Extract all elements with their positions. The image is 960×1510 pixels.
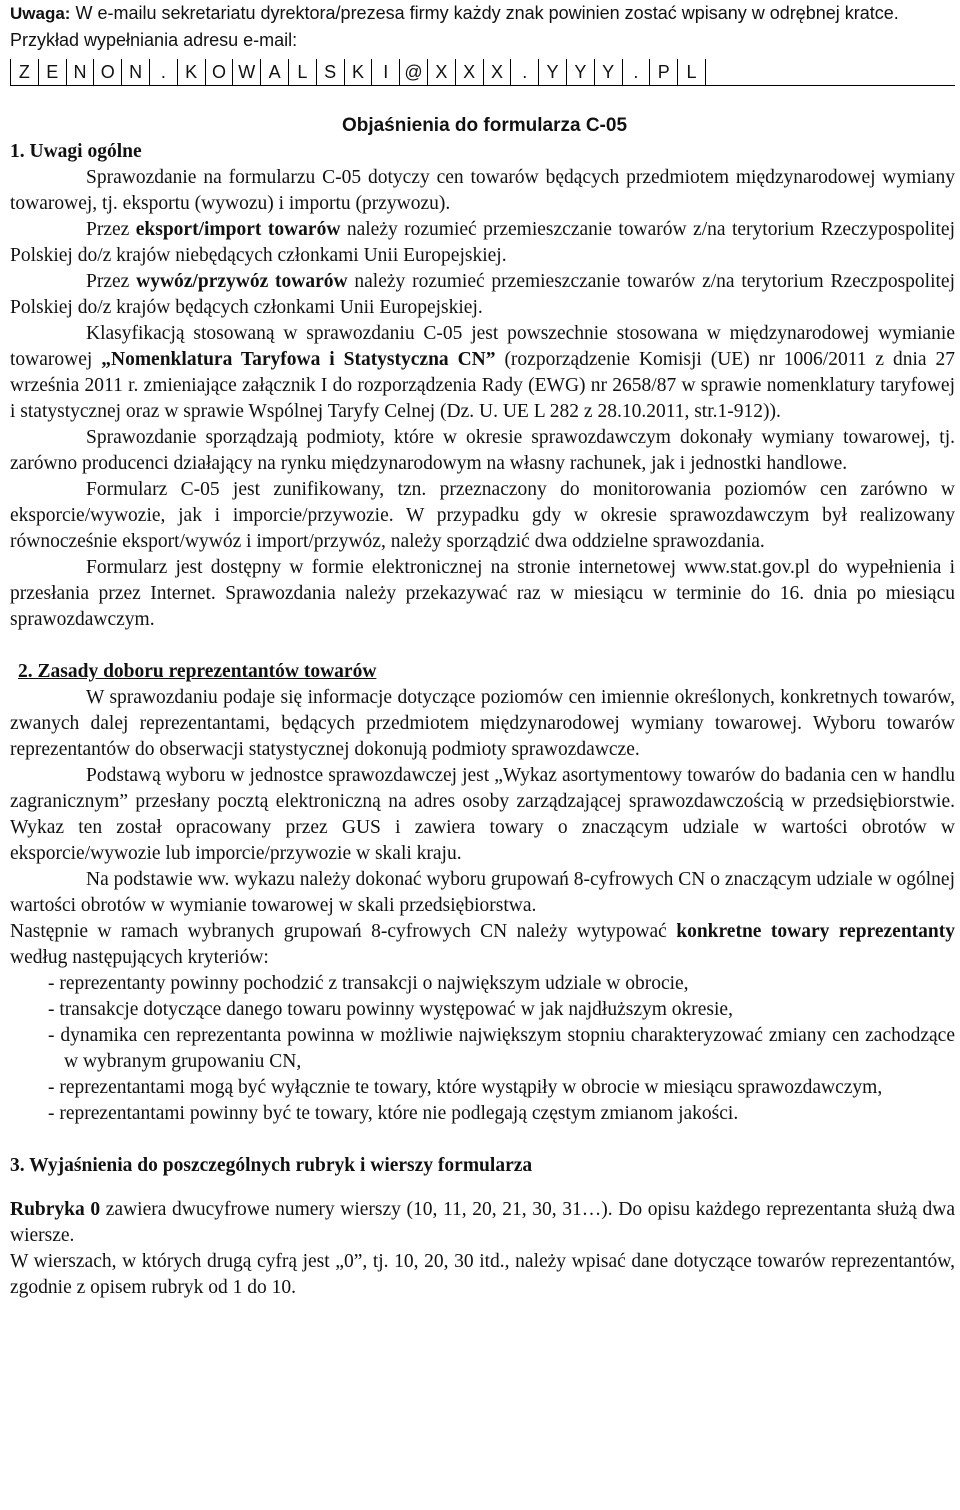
bold-term: Rubryka 0: [10, 1199, 101, 1220]
email-char-box: K: [177, 59, 205, 85]
email-char-box: Z: [10, 59, 38, 85]
email-char-box: E: [38, 59, 66, 85]
s1-paragraph: Formularz jest dostępny w formie elektronicznej na stronie internetowej www.stat.gov.pl do wypełnienia i przesłania przez Internet. Sprawozdania należy przekazywać raz w miesiącu w terminie do 16. dnia po miesiącu sprawozdawczym.: [10, 557, 955, 630]
email-char-box: .: [149, 59, 177, 85]
bold-term: wywóz/przywóz towarów: [136, 271, 348, 292]
s2-paragraph: [10, 919, 955, 971]
text: (rozporządzenie Komisji (UE) nr 1006/2011 z dnia 27 września 2011 r. zmieniające załącznik I do rozporządzenia Rady (EWG) nr 2658/87 w sprawie nomenklatury taryfowej i statystycznej oraz w sprawie Wspólnej Taryfy Celnej (Dz. U. UE L 282 z 28.10.2011, str.1-912)).: [10, 349, 955, 422]
email-char-box: Y: [566, 59, 594, 85]
email-char-box: O: [93, 59, 121, 85]
text: Przez: [86, 271, 137, 292]
text: należy rozumieć przemieszczanie towarów z/na terytorium Rzeczpospolitej Polskiej do/z krajów będących członkami Unii Europejskiej.: [10, 271, 955, 318]
email-char-box: S: [316, 59, 344, 85]
section-1-heading: 1. Uwagi ogólne: [10, 141, 142, 162]
text: według następujących kryteriów:: [10, 947, 269, 968]
criterion-item: - dynamika cen reprezentanta powinna w możliwie największym stopniu charakteryzować zmiany cen zachodzące w wybranym grupowaniu CN,: [48, 1025, 955, 1072]
email-char-box: @: [399, 59, 427, 85]
email-char-box: Y: [594, 59, 622, 85]
s1-paragraph: Sprawozdanie na formularzu C-05 dotyczy cen towarów będących przedmiotem międzynarodowej wymiany towarowej, tj. eksportu (wywozu) i importu (przywozu).: [10, 167, 955, 214]
text: Klasyfikacją stosowaną w sprawozdaniu C-05 jest powszechnie stosowana w międzynarodowej wymianie towarowej: [10, 323, 955, 370]
s1-paragraph: Sprawozdanie sporządzają podmioty, które w okresie sprawozdawczym dokonały wymiany towarowej, tj. zarówno producenci działający na rynku międzynarodowym na własny rachunek, jak i jednostki handlowe.: [10, 427, 955, 474]
email-char-box: X: [483, 59, 511, 85]
s1-paragraph: [10, 321, 955, 425]
s2-paragraph: Podstawą wyboru w jednostce sprawozdawczej jest „Wykaz asortymentowy towarów do badania cen w handlu zagranicznym” przesłany pocztą elektroniczną na adres osoby zarządzającej sprawozdawczością w przedsiębiorstwie. Wykaz ten został opracowany przez GUS i zawiera towary o znaczącym udziale w wartości obrotów w eksporcie/wywozie lub imporcie/przywozie w skali kraju.: [10, 765, 955, 864]
text: Następnie w ramach wybranych grupowań 8-cyfrowych CN należy wytypować: [10, 921, 677, 942]
s3-paragraph: W wierszach, w których drugą cyfrą jest „0”, tj. 10, 20, 30 itd., należy wpisać dane dotyczące towarów reprezentantów, zgodnie z opisem rubryk od 1 do 10.: [10, 1251, 955, 1298]
s2-paragraph: Na podstawie ww. wykazu należy dokonać wyboru grupowań 8-cyfrowych CN o znaczącym udziale w ogólnej wartości obrotów w wymianie towarowej w skali przedsiębiorstwa.: [10, 869, 955, 916]
email-note: [10, 0, 955, 53]
email-char-box: [705, 59, 733, 85]
criterion-item: - reprezentantami mogą być wyłącznie te towary, które wystąpiły w obrocie w miesiącu sprawozdawczym,: [48, 1077, 883, 1098]
s1-paragraph: [10, 217, 955, 269]
criterion-item: - reprezentantami powinny być te towary, które nie podlegają częstym zmianom jakości.: [48, 1103, 739, 1124]
email-char-box: I: [371, 59, 399, 85]
email-char-box: L: [677, 59, 705, 85]
email-char-box: A: [260, 59, 288, 85]
bold-term: „Nomenklatura Taryfowa i Statystyczna CN”: [101, 349, 496, 370]
email-char-box: X: [455, 59, 483, 85]
note-label: Uwaga:: [10, 4, 71, 23]
email-char-box: N: [66, 59, 94, 85]
email-example-boxes: [10, 59, 955, 86]
document-page: [10, 0, 955, 1301]
criterion-item: - reprezentanty powinny pochodzić z transakcji o największym udziale w obrocie,: [48, 973, 689, 994]
email-char-box: P: [649, 59, 677, 85]
text: należy rozumieć przemieszczanie towarów z/na terytorium Rzeczypospolitej Polskiej do/z krajów niebędących członkami Unii Europejskiej.: [10, 219, 955, 266]
email-char-box: K: [344, 59, 372, 85]
email-char-box: .: [622, 59, 650, 85]
email-char-box: Y: [538, 59, 566, 85]
email-char-box: O: [205, 59, 233, 85]
email-char-box: .: [510, 59, 538, 85]
s2-paragraph: W sprawozdaniu podaje się informacje dotyczące poziomów cen imiennie określonych, konkretnych towarów, zwanych dalej reprezentantami, będących przedmiotem międzynarodowej wymiany towarowej. Wyboru towarów reprezentantów do obserwacji statystycznej dokonują podmioty sprawozdawcze.: [10, 687, 955, 760]
email-char-box: L: [288, 59, 316, 85]
bold-term: eksport/import towarów: [135, 219, 341, 240]
email-char-box: N: [121, 59, 149, 85]
email-char-box: W: [232, 59, 260, 85]
note-text: W e-mailu sekretariatu dyrektora/prezesa firmy każdy znak powinien zostać wpisany w odrębnej kratce. Przykład wypełniania adresu e-mail:: [10, 3, 899, 50]
bold-term: konkretne towary reprezentanty: [676, 921, 955, 942]
s3-paragraph: [10, 1197, 955, 1249]
section-3-heading: 3. Wyjaśnienia do poszczególnych rubryk i wierszy formularza: [10, 1155, 533, 1176]
page-title: Objaśnienia do formularza C-05: [341, 115, 628, 136]
section-2-heading: 2. Zasady doboru reprezentantów towarów: [18, 661, 377, 682]
text: zawiera dwucyfrowe numery wierszy (10, 11, 20, 21, 30, 31…). Do opisu każdego reprezentanta służą dwa wiersze.: [10, 1199, 955, 1246]
s1-paragraph: [10, 269, 955, 321]
criteria-list: [10, 971, 955, 1127]
criterion-item: - transakcje dotyczące danego towaru powinny występować w jak najdłuższym okresie,: [48, 999, 733, 1020]
text: Przez: [86, 219, 136, 240]
s1-paragraph: Formularz C-05 jest zunifikowany, tzn. przeznaczony do monitorowania poziomów cen zarówno w eksporcie/wywozie, jak i imporcie/przywozie. W przypadku gdy w okresie sprawozdawczym był realizowany równocześnie eksport/wywóz i import/przywóz, należy sporządzić dwa oddzielne sprawozdania.: [10, 479, 955, 552]
email-char-box: X: [427, 59, 455, 85]
